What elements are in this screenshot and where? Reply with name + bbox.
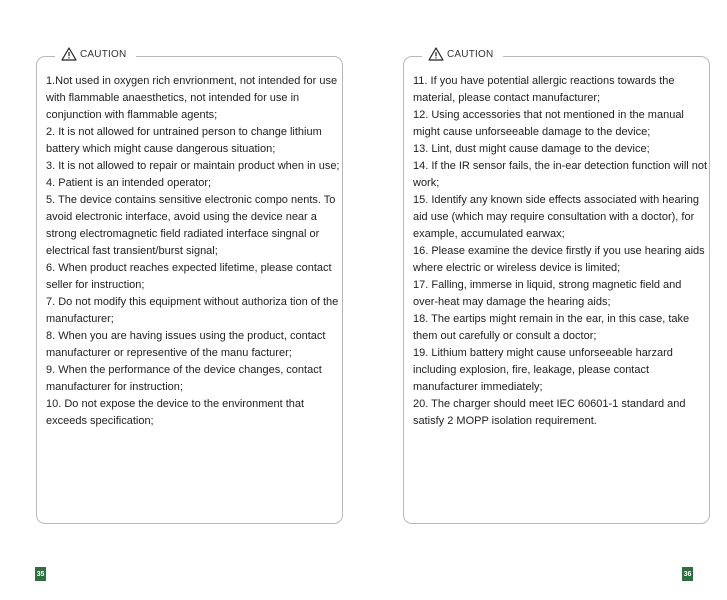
right-page — [364, 0, 727, 600]
caution-item: 1.Not used in oxygen rich envrionment, not intended for use with flammable anaesthetics, not intended for use in conjunction with flammable agents; — [46, 75, 338, 121]
page-number: 36 — [682, 567, 693, 581]
caution-box — [403, 48, 710, 524]
caution-item: 10. Do not expose the device to the environment that exceeds specification; — [46, 398, 305, 427]
caution-box — [36, 48, 343, 524]
caution-item: 8. When you are having issues using the product, contact manufacturer or representive of the manu facturer; — [46, 330, 326, 359]
caution-item: 20. The charger should meet IEC 60601-1 standard and satisfy 2 MOPP isolation requirement. — [413, 398, 686, 427]
caution-title: CAUTION — [447, 48, 494, 60]
left-page — [0, 0, 363, 600]
caution-item: 2. It is not allowed for untrained person to change lithium battery which might cause dangerous situation; — [46, 126, 322, 155]
page-number: 35 — [35, 567, 46, 581]
caution-item: 9. When the performance of the device changes, contact manufacturer for instruction; — [46, 364, 322, 393]
caution-item: 12. Using accessories that not mentioned in the manual might cause unforseeable damage to the device; — [413, 109, 684, 138]
caution-item: 18. The eartips might remain in the ear, in this case, take them out carefully or consult a doctor; — [413, 313, 690, 342]
caution-item: 11. If you have potential allergic reactions towards the material, please contact manufacturer; — [413, 75, 675, 104]
caution-item: 16. Please examine the device firstly if you use hearing aids where electric or wireless device is limited; — [413, 245, 705, 274]
caution-item: 4. Patient is an intended operator; — [46, 177, 212, 189]
caution-item: 14. If the IR sensor fails, the in-ear detection function will not work; — [413, 160, 708, 189]
caution-item: 6. When product reaches expected lifetime, please contact seller for instruction; — [46, 262, 332, 291]
caution-item: 3. It is not allowed to repair or maintain product when in use; — [46, 160, 340, 172]
caution-list — [413, 73, 708, 430]
caution-item: 19. Lithium battery might cause unforseeable harzard including explosion, fire, leakage, please contact manufacturer immediately; — [413, 347, 673, 393]
caution-title: CAUTION — [80, 48, 127, 60]
caution-item: 15. Identify any known side effects associated with hearing aid use (which may require consultation with a doctor), for example, accumulated earwax; — [413, 194, 699, 240]
caution-list — [46, 73, 341, 430]
caution-item: 7. Do not modify this equipment without authoriza tion of the manufacturer; — [46, 296, 339, 325]
warning-triangle-icon — [428, 47, 444, 61]
caution-item: 17. Falling, immerse in liquid, strong magnetic field and over-heat may damage the hearing aids; — [413, 279, 682, 308]
caution-header — [55, 47, 136, 61]
warning-triangle-icon — [61, 47, 77, 61]
caution-item: 5. The device contains sensitive electronic compo nents. To avoid electronic interface, avoid using the device near a strong electromagnetic field radiated interface singnal or electrical fast transient/burst signal; — [46, 194, 336, 257]
caution-header — [422, 47, 503, 61]
caution-item: 13. Lint, dust might cause damage to the device; — [413, 143, 650, 155]
